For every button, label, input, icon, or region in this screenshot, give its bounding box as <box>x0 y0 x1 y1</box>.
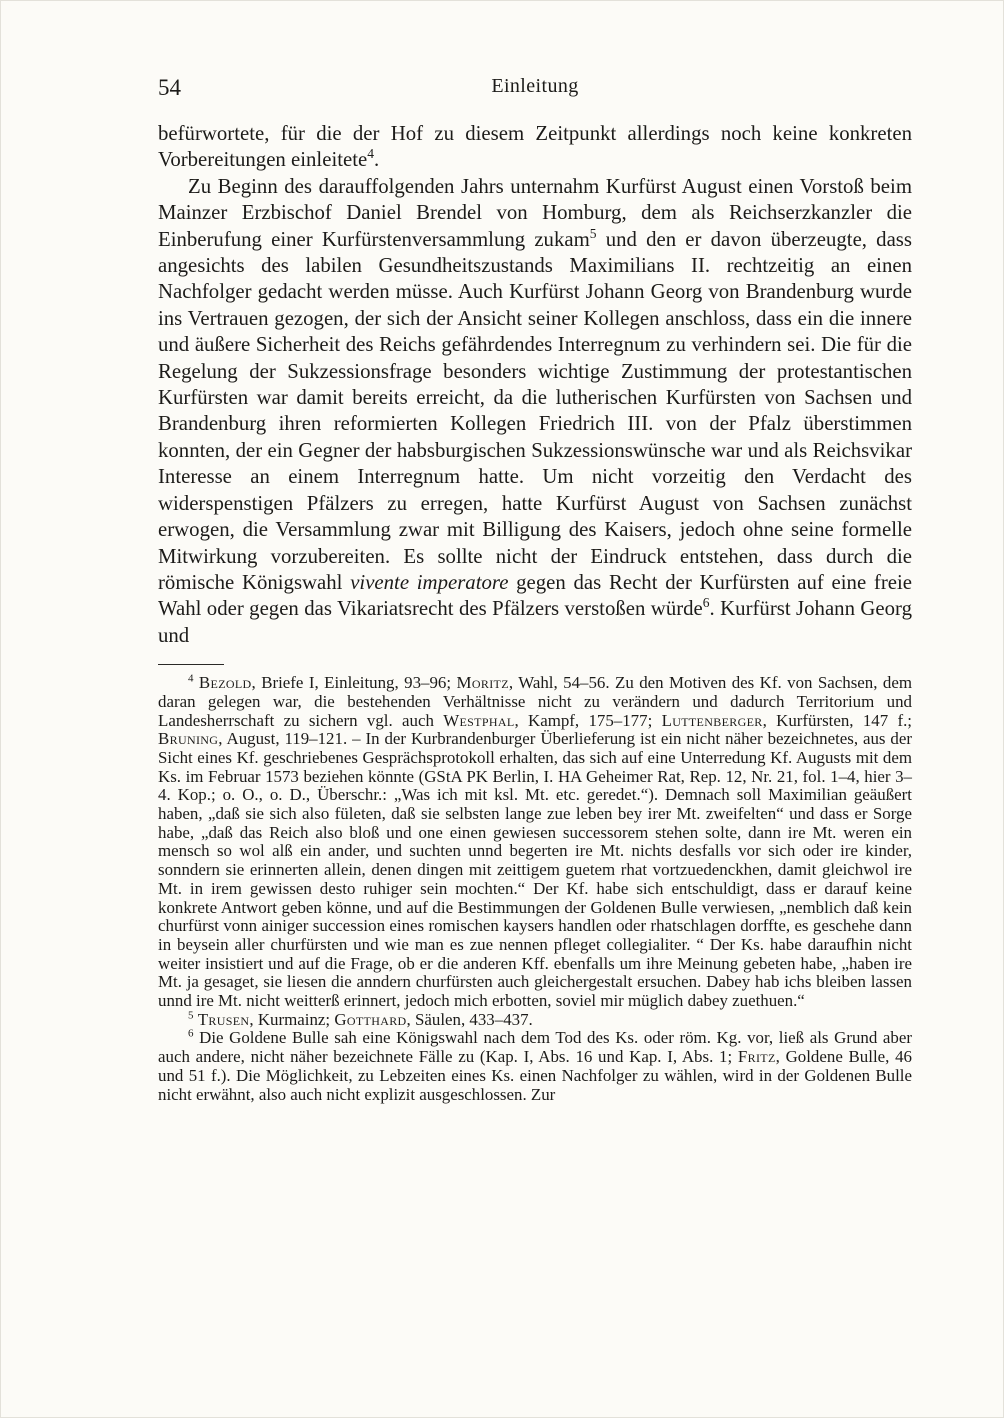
running-header: Einleitung <box>491 75 579 97</box>
body-paragraph-1: befürwortete, für die der Hof zu diesem Zeitpunkt allerdings noch keine konkreten Vorbereitungen einleitete$^4$. <box>158 122 912 172</box>
footnote-separator <box>158 664 224 665</box>
page-header <box>158 75 912 105</box>
footnotes-section <box>158 674 912 1104</box>
footnote-6: $^6$ Die Goldene Bulle sah eine Königswahl nach dem Tod des Ks. oder röm. Kg. vor, ließ als Grund aber auch andere, nicht näher bezeichnete Fälle zu (Kap. I, Abs. 16 und Kap. I, Abs. 1; Fritz, Goldene Bulle, 46 und 51 f.). Die Möglichkeit, zu Lebzeiten eines Ks. einen Nachfolger zu wählen, wird in der Goldenen Bulle nicht erwähnt, also auch nicht explizit ausgeschlossen. Zur <box>158 1027 912 1104</box>
body-paragraph-2: Zu Beginn des darauffolgenden Jahrs unternahm Kurfürst August einen Vorstoß beim Mainzer Erzbischof Daniel Brendel von Homburg, dem als Reichserzkanzler die Einberufung einer Kurfürstenversammlung zukam$^5$ und den er davon überzeugte, dass angesichts des labilen Gesundheitszustands Maximilians II. rechtzeitig an einen Nachfolger gedacht werden müsse. Auch Kurfürst Johann Georg von Brandenburg wurde ins Vertrauen gezogen, der sich der Ansicht seiner Kollegen anschloss, dass ein die innere und äußere Sicherheit des Reichs gefährdendes Interregnum zu verhindern sei. Die für die Regelung der Sukzessionsfrage besonders wichtige Zustimmung der protestantischen Kurfürsten war damit bereits erreicht, da die lutherischen Kurfürsten von Sachsen und Brandenburg ihren reformierten Kollegen Friedrich III. von der Pfalz überstimmen konnten, der ein Gegner der habsburgischen Sukzessionswünsche war und als Reichsvikar Interesse an einem Interregnum hatte. Um nicht vorzeitig den Verdacht des widerspenstigen Pfälzers zu erregen, hatte Kurfürst August von Sachsen zunächst erwogen, die Versammlung zwar mit Billigung des Kaisers, jedoch ohne seine formelle Mitwirkung vorzubereiten. Es sollte nicht der Eindruck entstehen, dass durch die römische Königswahl vivente imperatore gegen das Recht der Kurfürsten auf eine freie Wahl oder gegen das Vikariatsrecht des Pfälzers verstoßen würde$^6$. Kurfürst Johann Georg und <box>158 174 912 647</box>
page-number: 54 <box>158 75 181 100</box>
main-text <box>158 121 912 649</box>
footnote-5: $^5$ Trusen, Kurmainz; Gotthard, Säulen, 433–437. <box>188 1009 533 1029</box>
footnote-4: $^4$ Bezold, Briefe I, Einleitung, 93–96; Moritz, Wahl, 54–56. Zu den Motiven des Kf. von Sachsen, dem daran gelegen war, die bestehenden Verhältnisse nicht zu verändern und dadurch Territorium und Landesherrschaft zu sichern vgl. auch Westphal, Kampf, 175–177; Luttenberger, Kurfürsten, 147 f.; Bruning, August, 119–121. – In der Kurbrandenburger Überlieferung ist ein nicht näher bezeichnetes, aus der Sicht eines Kf. geschriebenes Gesprächsprotokoll erhalten, das sich auf eine Unterredung Kf. Augusts mit dem Ks. im Februar 1573 beziehen könnte (GStA PK Berlin, I. HA Geheimer Rat, Rep. 12, Nr. 21, fol. 1–4, hier 3–4. Kop.; o. O., o. D., Überschr.: „Was ich mit ksl. Mt. etc. geredet.“). Demnach soll Maximilian geäußert haben, „daß sie sich also fületen, daß sie selbsten lange zue leben bey irer Mt. zweifelten“ und dass er Sorge habe, „daß das Reich also bloß und one einen gewiesen successorem stehen solte, dann ire Mt. weren ein mensch so wol alß ein ander, und suchten unnd begerten ire Mt. nichts desfalls vor sich oder ire kinder, sonndern sie erinnerten allein, denen dingen mit zeittigem guetem rhat vortzuedenckhen, damit gleichwol ire Mt. in irem gewissen desto ruhiger sein mochten.“ Der Kf. habe sich entschuldigt, dass er darauf keine konkrete Antwort geben könne, und auf die Bestimmungen der Goldenen Bulle verwiesen, „nemblich daß kein churfürst vonn ainiger succession eines romischen kaysers handlen oder rhatschlagen dorffte, es geschehe dann in beysein aller churfürsten und wie man es zue nennen pfleget collegialiter. “ Der Ks. habe daraufhin nicht weiter insistiert und auf die Frage, ob er die anderen Kff. ebenfalls um ihre Meinung gebeten habe, „haben ire Mt. ja gesaget, sie liesen die anndern churfürsten auch gleichergestalt ersuchen. Dabey hab ichs bleiben lassen unnd ire Mt. nicht weitterß erinnert, jedoch mich erbotten, soviel mir müglich dabey zuethuen.“ <box>158 672 912 1011</box>
text-column <box>158 75 912 1104</box>
